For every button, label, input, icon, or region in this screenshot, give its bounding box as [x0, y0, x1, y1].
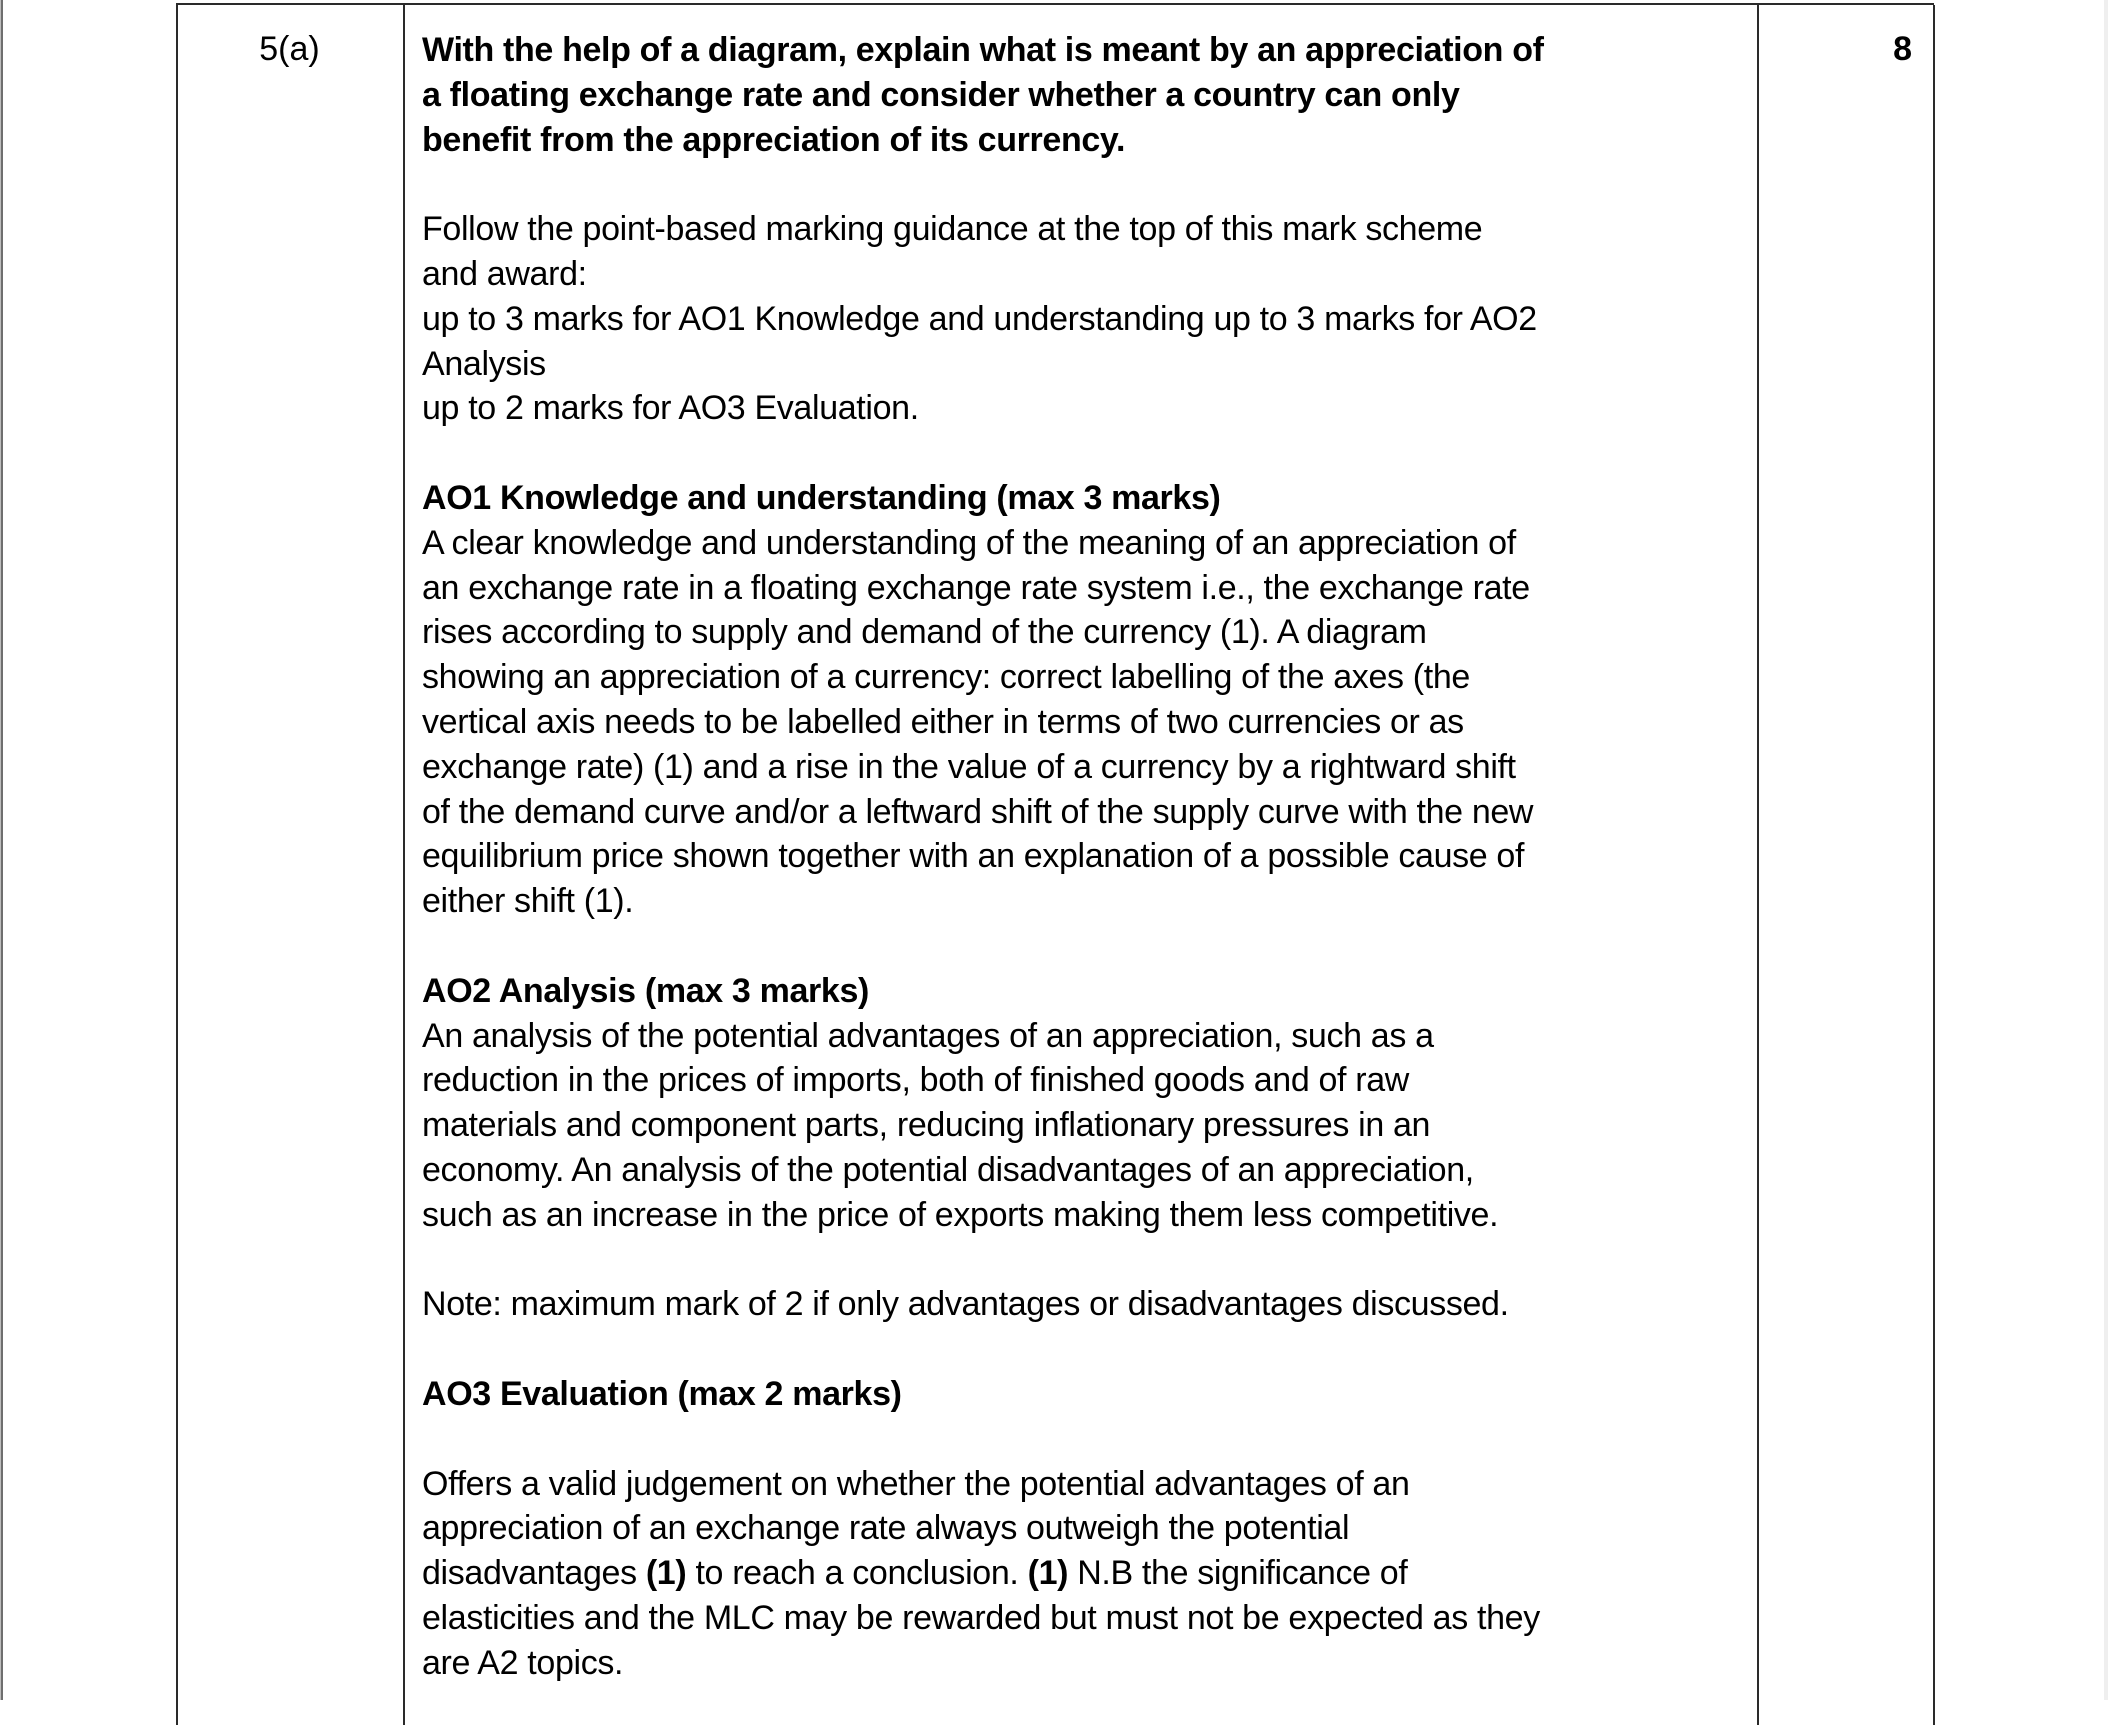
- ao1-line: an exchange rate in a floating exchange rate system i.e., the exchange rate: [422, 568, 1530, 607]
- ao2-line: reduction in the prices of imports, both of finished goods and of raw: [422, 1061, 1409, 1100]
- ao1-line: exchange rate) (1) and a rise in the value of a currency by a rightward shift: [422, 747, 1516, 786]
- ao2-line: such as an increase in the price of exports making them less competitive.: [422, 1195, 1499, 1234]
- ao3-text: disadvantages: [422, 1554, 646, 1593]
- ao2-heading: AO2 Analysis (max 3 marks): [422, 971, 869, 1010]
- ao2-line: economy. An analysis of the potential disadvantages of an appreciation,: [422, 1150, 1474, 1189]
- ao3-section: [422, 1462, 1752, 1686]
- guidance-line: Analysis: [422, 344, 546, 383]
- ao3-line: [422, 1551, 1752, 1596]
- ao1-section: [422, 476, 1752, 924]
- column-divider-answer: [1757, 5, 1759, 1725]
- ao3-line: elasticities and the MLC may be rewarded but must not be expected as they: [422, 1598, 1540, 1637]
- ao1-line: vertical axis needs to be labelled either in terms of two currencies or as: [422, 702, 1464, 741]
- page-right-edge: [2104, 0, 2108, 1700]
- table-border-right: [1933, 5, 1935, 1725]
- ao3-text: N.B the significance of: [1068, 1554, 1408, 1593]
- note-section: [422, 1282, 1752, 1327]
- marking-guidance: [422, 207, 1752, 431]
- ao3-line: are A2 topics.: [422, 1643, 624, 1682]
- column-divider-question: [403, 5, 405, 1725]
- ao2-section: [422, 969, 1752, 1238]
- ao1-line: either shift (1).: [422, 882, 634, 921]
- question-number-cell: [176, 5, 403, 72]
- prompt-line: With the help of a diagram, explain what is meant by an appreciation of: [422, 31, 1544, 69]
- ao1-line: equilibrium price shown together with an explanation of a possible cause of: [422, 837, 1525, 876]
- guidance-line: and award:: [422, 254, 587, 293]
- ao1-heading: AO1 Knowledge and understanding (max 3 marks): [422, 478, 1221, 517]
- ao2-line: An analysis of the potential advantages of an appreciation, such as a: [422, 1016, 1434, 1055]
- ao1-line: rises according to supply and demand of the currency (1). A diagram: [422, 613, 1427, 652]
- mark-scheme-table: [176, 3, 1934, 1723]
- page-left-edge: [0, 0, 3, 1700]
- ao1-line: of the demand curve and/or a leftward shift of the supply curve with the new: [422, 792, 1534, 831]
- ao2-line: materials and component parts, reducing inflationary pressures in an: [422, 1106, 1431, 1145]
- note-text: Note: maximum mark of 2 if only advantages or disadvantages discussed.: [422, 1285, 1509, 1324]
- prompt-line: a floating exchange rate and consider whether a country can only: [422, 75, 1460, 114]
- guidance-line: up to 3 marks for AO1 Knowledge and understanding up to 3 marks for AO2: [422, 299, 1537, 338]
- ao3-heading: AO3 Evaluation (max 2 marks): [422, 1374, 902, 1413]
- ao1-line: showing an appreciation of a currency: correct labelling of the axes (the: [422, 658, 1470, 697]
- total-marks: 8: [1893, 30, 1912, 68]
- prompt-line: benefit from the appreciation of its currency.: [422, 120, 1126, 159]
- mark-point: (1): [645, 1554, 687, 1593]
- ao3-line: appreciation of an exchange rate always outweigh the potential: [422, 1509, 1350, 1548]
- ao1-line: A clear knowledge and understanding of the meaning of an appreciation of: [422, 523, 1516, 562]
- ao3-line: Offers a valid judgement on whether the potential advantages of an: [422, 1464, 1410, 1503]
- guidance-line: Follow the point-based marking guidance at the top of this mark scheme: [422, 210, 1483, 249]
- mark-point: (1): [1027, 1554, 1069, 1593]
- table-border-left: [176, 5, 178, 1725]
- marks-cell: [1758, 5, 1912, 72]
- ao3-text: to reach a conclusion.: [686, 1554, 1028, 1593]
- ao3-heading-section: [422, 1372, 1752, 1417]
- question-prompt: [422, 28, 1752, 162]
- guidance-line: up to 2 marks for AO3 Evaluation.: [422, 389, 919, 428]
- answer-cell: [422, 5, 1752, 1730]
- question-number: 5(a): [259, 30, 320, 68]
